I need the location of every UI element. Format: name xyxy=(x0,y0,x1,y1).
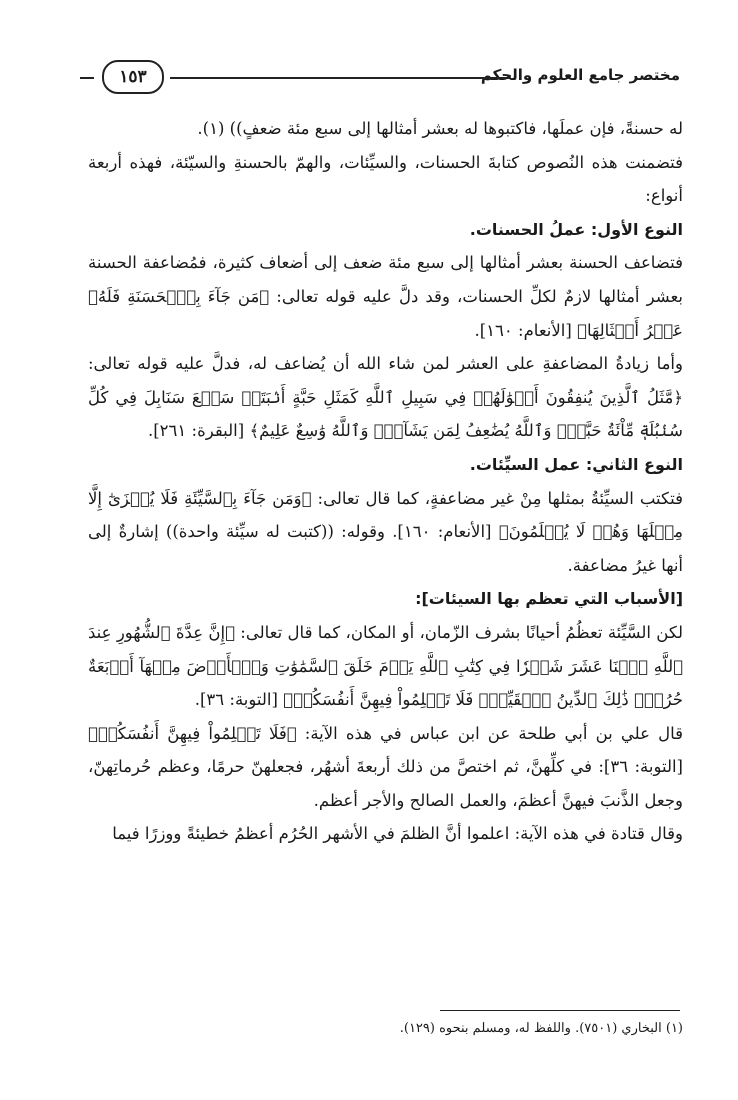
footnote-separator xyxy=(440,1010,680,1011)
page-body xyxy=(88,112,683,851)
paragraph: فتكتب السيِّئةُ بمثلها مِنْ غير مضاعفةٍ، كما قال تعالى: ﴿وَمَن جَآءَ بِٱلسَّيِّئَةِ فَلَا يُجۡزَىٰٓ إِلَّا مِثۡلَهَا وَهُمۡ لَا يُظۡلَمُونَ﴾ [الأنعام: ١٦٠]. وقوله: ((كتبت له سيِّئة واحدة)) إشارةٌ إلى أنها غيرُ مضاعفة. xyxy=(88,488,683,575)
paragraph: فتضمنت هذه النُصوص كتابةَ الحسنات، والسيِّئات، والهمّ بالحسنةِ والسيّئة، فهذه أربعة أنواع: xyxy=(88,152,683,206)
paragraph: فتضاعف الحسنة بعشر أمثالها إلى سبع مئة ضعف إلى أضعاف كثيرة، فمُضاعفة الحسنة بعشر أمثالها لازمٌ لكلِّ الحسنات، وقد دلَّ عليه قوله تعالى: ﴿مَن جَآءَ بِٱلۡحَسَنَةِ فَلَهُۥ عَشۡرُ أَمۡثَالِهَا﴾ [الأنعام: ١٦٠]. xyxy=(88,253,683,340)
footnote: (١) البخاري (٧٥٠١). واللفظ له، ومسلم بنحوه (١٢٩). xyxy=(399,1021,683,1036)
header-rule-left xyxy=(80,77,94,79)
paragraph: وقال قتادة في هذه الآية: اعلموا أنَّ الظلمَ في الأشهر الحُرُم أعظمُ خطيئةً ووزرًا فيما xyxy=(112,824,683,844)
running-title: مختصر جامع العلوم والحكم xyxy=(480,66,680,84)
section-heading: النوع الثاني: عمل السيِّئات. xyxy=(469,454,683,474)
page-header xyxy=(80,60,680,96)
header-rule xyxy=(170,77,510,79)
section-heading: النوع الأول: عملُ الحسنات. xyxy=(469,219,683,239)
page-number: ١٥٣ xyxy=(102,60,164,94)
paragraph: لكن السَّيِّئة تعظُمُ أحيانًا بشرف الزّمان، أو المكان، كما قال تعالى: ﴿إِنَّ عِدَّةَ ٱلشُّهُورِ عِندَ ٱللَّهِ ٱثۡنَا عَشَرَ شَهۡرٗا فِي كِتَٰبِ ٱللَّهِ يَوۡمَ خَلَقَ ٱلسَّمَٰوَٰتِ وَٱلۡأَرۡضَ مِنۡهَآ أَرۡبَعَةٌ حُرُمٞۚ ذَٰلِكَ ٱلدِّينُ ٱلۡقَيِّمُۚ فَلَا تَظۡلِمُواْ فِيهِنَّ أَنفُسَكُمۡ﴾ [التوبة: ٣٦]. xyxy=(88,622,683,710)
section-title: [الأسباب التي تعظم بها السيئات]: xyxy=(415,589,683,609)
paragraph: قال علي بن أبي طلحة عن ابن عباس في هذه الآية: ﴿فَلَا تَظۡلِمُواْ فِيهِنَّ أَنفُسَكُمۡ﴾ [التوبة: ٣٦]: في كلِّهنَّ، ثم اختصَّ من ذلك أربعةَ أشهُر، فجعلهنّ حرمًا، وعظم حُرماتِهنّ، وجعل الذَّنبَ فيهنَّ أعظمَ، والعمل الصالح والأجر أعظم. xyxy=(88,723,683,810)
paragraph: له حسنةً، فإن عملَها، فاكتبوها له بعشر أمثالها إلى سبع مئة ضعفٍ)) (١). xyxy=(197,119,683,138)
paragraph: وأما زيادةُ المضاعفةِ على العشر لمن شاء الله أن يُضاعف له، فدلَّ عليه قوله تعالى: ﴿مَّثَلُ ٱلَّذِينَ يُنفِقُونَ أَمۡوَٰلَهُمۡ فِي سَبِيلِ ٱللَّهِ كَمَثَلِ حَبَّةٍ أَنۢبَتَتۡ سَبۡعَ سَنَابِلَ فِي كُلِّ سُنۢبُلَةٖ مِّاْئَةُ حَبَّةٖۗ وَٱللَّهُ يُضَٰعِفُ لِمَن يَشَآءُۚ وَٱللَّهُ وَٰسِعٌ عَلِيمٌ﴾ [البقرة: ٢٦١]. xyxy=(88,354,683,441)
